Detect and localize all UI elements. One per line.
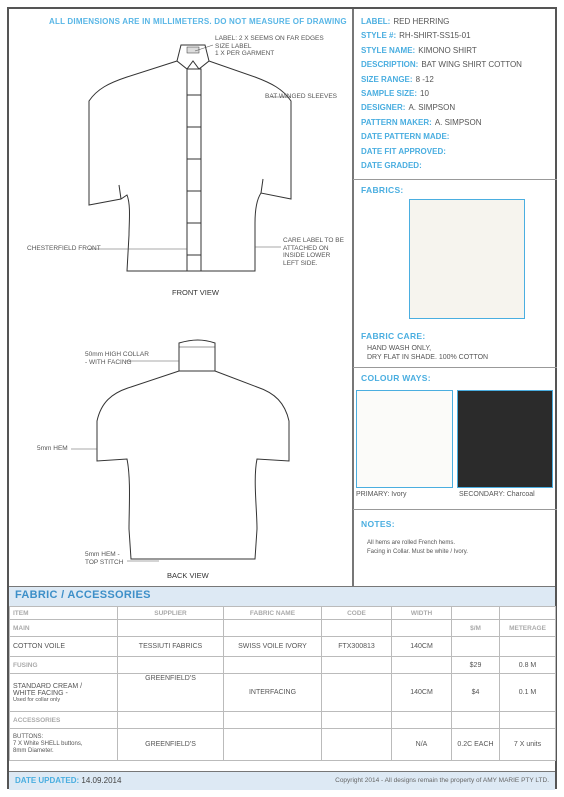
colour-secondary-label: SECONDARY: Charcoal <box>459 491 535 498</box>
spec-row: LABEL: RED HERRING <box>361 17 450 26</box>
front-view-label: FRONT VIEW <box>172 288 219 297</box>
spec-row: STYLE #: RH-SHIRT-SS15-01 <box>361 31 471 41</box>
accessories-title-bar <box>9 586 555 607</box>
back-view-label: BACK VIEW <box>167 571 209 580</box>
table-row: STANDARD CREAM / WHITE FACING - Used for collar only GREENFIELD'S INTERFACING 140CM $4 0.1 M <box>10 674 556 712</box>
collar-callout: 50mm HIGH COLLAR - WITH FACING <box>85 351 149 366</box>
table-row: COTTON VOILE TESSIUTI FABRICS SWISS VOILE IVORY FTX300813 140CM <box>10 637 556 657</box>
accessories-table <box>9 606 556 761</box>
fabrics-heading: FABRICS: <box>361 185 404 195</box>
spec-row: PATTERN MAKER: A. SIMPSON <box>361 117 482 127</box>
spec-row: DATE PATTERN MADE: <box>361 132 450 142</box>
back-collar <box>179 340 215 371</box>
table-row: BUTTONS: 7 X White SHELL buttons, 8mm Diameter. GREENFIELD'S N/A 0.2C EACH 7 X units <box>10 729 556 761</box>
notes-text: All hems are rolled French hems. Facing in Collar. Must be white / Ivory. <box>367 540 468 555</box>
fabric-swatch <box>409 199 525 319</box>
group-fusing: FUSING $29 0.8 M <box>10 657 556 674</box>
date-updated: DATE UPDATED: 14.09.2014 <box>15 776 122 785</box>
back-body <box>97 371 289 559</box>
copyright: Copyright 2014 - All designs remain the property of AMY MARIE PTY LTD. <box>335 777 549 784</box>
bat-sleeve-callout: BAT WINGED SLEEVES <box>265 93 338 100</box>
accessories-title: FABRIC / ACCESSORIES <box>15 589 151 601</box>
colour-swatch-primary <box>356 390 453 488</box>
dimensions-note: ALL DIMENSIONS ARE IN MILLIMETERS. DO NOT MEASURE OF DRAWING <box>49 17 347 26</box>
notes-heading: NOTES: <box>361 519 395 529</box>
spec-row: SAMPLE SIZE: 10 <box>361 89 429 99</box>
fabric-care-heading: FABRIC CARE: <box>361 331 426 341</box>
spec-row: DESCRIPTION: BAT WING SHIRT COTTON <box>361 60 522 70</box>
spec-row: DATE FIT APPROVED: <box>361 146 446 156</box>
group-main: MAIN $/M METERAGE <box>10 620 556 637</box>
spec-row: DATE GRADED: <box>361 161 422 171</box>
spec-row: STYLE NAME: KIMONO SHIRT <box>361 45 477 55</box>
colour-swatch-secondary <box>457 390 553 488</box>
hem-callout: 5mm HEM <box>37 445 68 452</box>
table-header: ITEM SUPPLIER FABRIC NAME CODE WIDTH <box>10 607 556 620</box>
hem-topstitch-callout: 5mm HEM - TOP STITCH <box>85 551 124 566</box>
spec-list <box>361 15 551 173</box>
group-accessories: ACCESSORIES <box>10 712 556 729</box>
colour-primary-label: PRIMARY: Ivory <box>356 491 407 498</box>
label-callout: LABEL: 2 X SEEMS ON FAR EDGES SIZE LABEL 1 X PER GARMENT <box>215 35 324 57</box>
colour-ways-heading: COLOUR WAYS: <box>361 373 431 383</box>
divider <box>353 367 557 368</box>
vertical-divider <box>352 9 354 586</box>
spec-row: SIZE RANGE: 8 -12 <box>361 74 434 84</box>
fabric-care-text: HAND WASH ONLY, DRY FLAT IN SHADE. 100% COTTON <box>367 345 489 361</box>
spec-row: DESIGNER: A. SIMPSON <box>361 103 456 113</box>
chesterfield-callout: CHESTERFIELD FRONT <box>27 245 101 252</box>
care-label-callout: CARE LABEL TO BE ATTACHED ON INSIDE LOWER LEFT SIDE. <box>283 237 344 267</box>
tech-pack-sheet <box>7 7 557 789</box>
footer <box>9 771 555 790</box>
divider <box>353 509 557 510</box>
divider <box>353 179 557 180</box>
